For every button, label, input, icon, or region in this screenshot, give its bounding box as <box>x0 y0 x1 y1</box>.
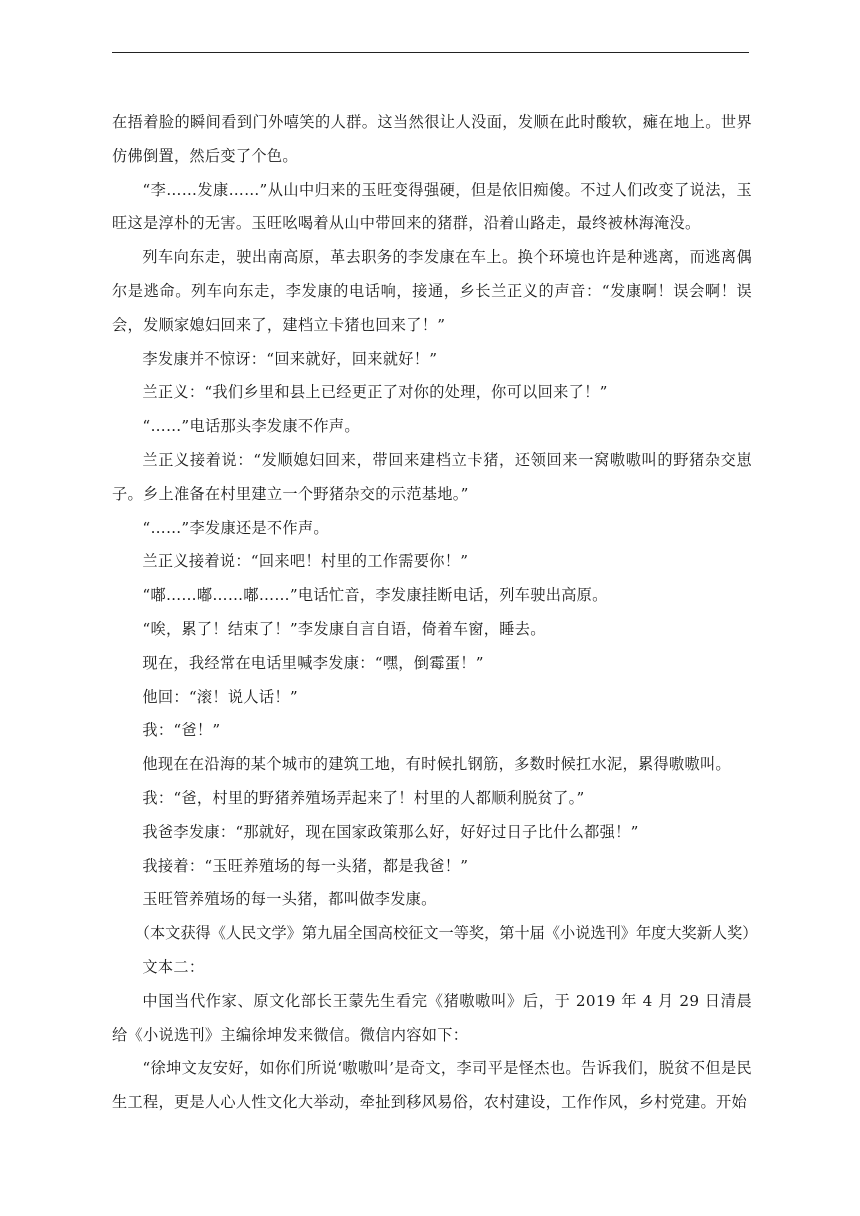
paragraph: 兰正义接着说：“回来吧！村里的工作需要你！” <box>142 552 469 571</box>
paragraph: 兰正义：“我们乡里和县上已经更正了对你的处理，你可以回来了！” <box>142 383 608 402</box>
header-rule <box>112 52 749 53</box>
paragraph: 现在，我经常在电话里喊李发康：“嘿，倒霉蛋！” <box>142 653 484 672</box>
paragraph: 李发康并不惊讶：“回来就好，回来就好！” <box>142 349 438 368</box>
paragraph: “唉，累了！结束了！”李发康自言自语，倚着车窗，睡去。 <box>142 619 546 638</box>
paragraph: 我：“爸！” <box>142 721 221 740</box>
paragraph: 玉旺管养殖场的每一头猪，都叫做李发康。 <box>142 890 437 909</box>
paragraph: 兰正义接着说：“发顺媳妇回来，带回来建档立卡猪，还领回来一窝嗷嗷叫的野猪杂交崽子。乡上准备在村里建立一个野猪杂交的示范基地。” <box>112 450 752 503</box>
body-text <box>112 106 758 1120</box>
paragraph: 我爸李发康：“那就好，现在国家政策那么好，好好过日子比什么都强！” <box>142 822 639 841</box>
paragraph: “嘟……嘟……嘟……”电话忙音，李发康挂断电话，列车驶出高原。 <box>142 586 608 605</box>
paragraph: “……”李发康还是不作声。 <box>142 518 329 537</box>
paragraph: 我接着：“玉旺养殖场的每一头猪，都是我爸！” <box>142 856 469 875</box>
award-note: （本文获得《人民文学》第九届全国高校征文一等奖，第十届《小说选刊》年度大奖新人奖） <box>134 924 758 943</box>
section-heading: 文本二： <box>142 957 205 976</box>
paragraph: 我：“爸，村里的野猪养殖场弄起来了！村里的人都顺利脱贫了。” <box>142 788 585 807</box>
paragraph: 中国当代作家、原文化部长王蒙先生看完《猪嗷嗷叫》后，于 2019 年 4 月 29 日清晨给《小说选刊》主编徐坤发来微信。微信内容如下： <box>112 991 752 1044</box>
paragraph: 列车向东走，驶出南高原，革去职务的李发康在车上。换个环境也许是种逃离，而逃离偶尔是逃命。列车向东走，李发康的电话响，接通，乡长兰正义的声音：“发康啊！误会啊！误会，发顺家媳妇回来了，建档立卡猪也回来了！” <box>112 248 752 334</box>
paragraph: 他现在在沿海的某个城市的建筑工地，有时候扎钢筋，多数时候扛水泥，累得嗷嗷叫。 <box>142 755 731 774</box>
paragraph: “李……发康……”从山中归来的玉旺变得强硬，但是依旧痴傻。不过人们改变了说法，玉旺这是淳朴的无害。玉旺吆喝着从山中带回来的猪群，沿着山路走，最终被林海淹没。 <box>112 180 752 233</box>
paragraph: “徐坤文友安好，如你们所说‘嗷嗷叫’是奇文，李司平是怪杰也。告诉我们，脱贫不但是民生工程，更是人心人性文化大举动，牵扯到移风易俗，农村建设，工作作风，乡村党建。开始 <box>112 1059 752 1112</box>
paragraph: “……”电话那头李发康不作声。 <box>142 417 360 436</box>
paragraph: 在捂着脸的瞬间看到门外嘻笑的人群。这当然很让人没面，发顺在此时酸软，瘫在地上。世界仿佛倒置，然后变了个色。 <box>112 113 752 165</box>
paragraph: 他回：“滚！说人话！” <box>142 687 298 706</box>
